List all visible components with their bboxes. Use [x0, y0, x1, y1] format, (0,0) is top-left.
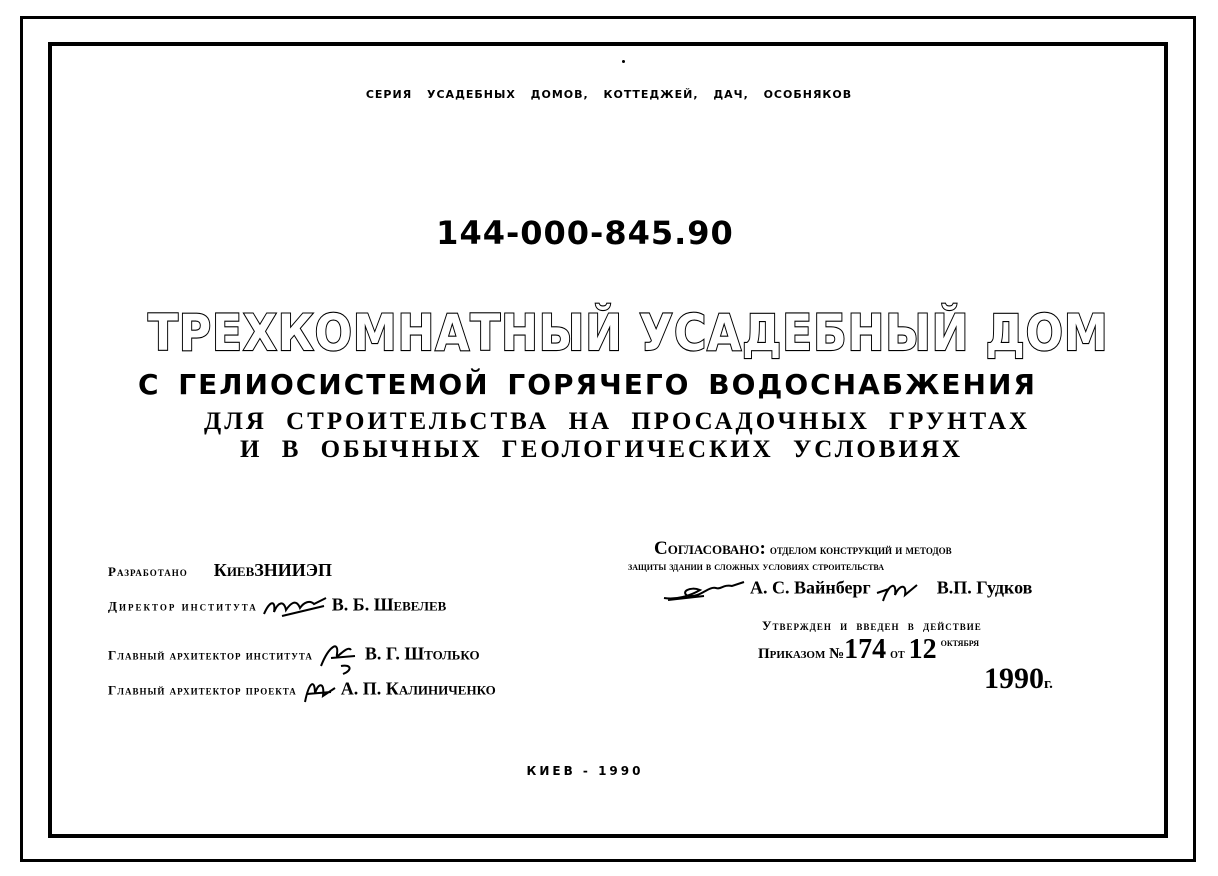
signature-icon — [262, 594, 328, 620]
chief-architect-name: В. Г. Штолько — [364, 643, 480, 664]
order-year-row — [984, 664, 1053, 694]
dot-mark — [622, 60, 625, 63]
agreed-line2: защиты здании в сложных условиях строительства — [628, 559, 885, 573]
order-label: Приказом № — [758, 646, 845, 662]
order-year-suffix: г. — [1044, 676, 1053, 692]
order-month: октября — [940, 635, 980, 649]
series-heading: СЕРИЯ УСАДЕБНЫХ ДОМОВ, КОТТЕДЖЕЙ, ДАЧ, ОСОБНЯКОВ — [365, 88, 853, 101]
chief-architect-label: Главный архитектор института — [108, 647, 313, 663]
signature-icon — [660, 576, 746, 604]
developed-label: Разработано — [108, 564, 188, 579]
title-line3: ДЛЯ СТРОИТЕЛЬСТВА НА ПРОСАДОЧНЫХ ГРУНТАХ — [204, 408, 1031, 435]
title-main: ТРЕХКОМНАТНЫЙ УСАДЕБНЫЙ ДОМ — [148, 304, 1109, 362]
signature-icon — [317, 636, 361, 676]
signature-icon — [875, 577, 919, 603]
agreed-dept: отделом конструкций и методов — [769, 542, 952, 557]
chief-architect-row — [108, 636, 480, 676]
developer-org: КиевЗНИИЭП — [213, 560, 332, 580]
agreed-name2: В.П. Гудков — [936, 577, 1033, 598]
director-name: В. Б. Шевелев — [331, 594, 447, 615]
director-row — [108, 594, 446, 620]
order-line — [758, 636, 979, 664]
footer-city-year: КИЕВ - 1990 — [526, 764, 644, 778]
agreed-label: Согласовано: — [654, 538, 766, 559]
agreed-name1: А. С. Вайнберг — [750, 577, 871, 598]
agreed-line1 — [654, 538, 952, 560]
order-day: 12 — [908, 634, 937, 665]
order-from: от — [890, 647, 905, 662]
developed-row — [108, 560, 332, 581]
title-subtitle: С ГЕЛИОСИСТЕМОЙ ГОРЯЧЕГО ВОДОСНАБЖЕНИЯ — [138, 368, 1037, 401]
project-architect-name: А. П. Калиниченко — [340, 678, 496, 699]
document-code: 144-000-845.90 — [436, 214, 734, 252]
order-number: 174 — [844, 634, 887, 665]
title-line4: И В ОБЫЧНЫХ ГЕОЛОГИЧЕСКИХ УСЛОВИЯХ — [240, 436, 964, 463]
director-label: Директор института — [108, 598, 258, 614]
project-architect-row — [108, 674, 496, 708]
project-architect-label: Главный архитектор проекта — [108, 682, 297, 698]
signature-icon — [301, 674, 337, 708]
order-year: 1990 — [984, 662, 1044, 695]
enacted-line: Утвержден и введен в действие — [762, 618, 982, 633]
agreed-signatures-row — [660, 576, 1032, 604]
